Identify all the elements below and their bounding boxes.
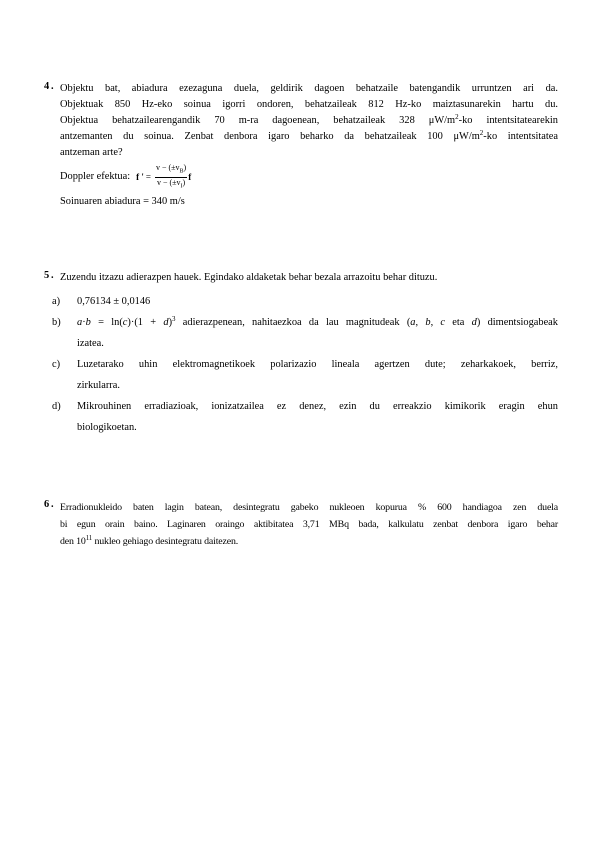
formula-fraction xyxy=(155,163,187,191)
question-4: 4 . Objektu bat, abiadura ezezaguna duela, geldirik dagoen behatzaile batengandik urruntzen ari da. Objektuak 850 Hz-eko soinua igorri ondoren, behatzaileak 812 Hz-ko maiztasunarekin hartu du. Objektua behatzailearengandik 70 m-ra dagoenean, behatzaileak 328 $\mu W/m^2-ko$ intentsitatearekin antzemanten du soinua. Zenbat denbora igaro beharko da behatzaileak 100 $\mu W/m^2-ko$ intentsitatea antzeman arte? Doppler efektua: f ' = $\frac{v - (\pm v_B)}{v - (\pm v_I)}$ f Soinuaren abiadura = 340 m/s xyxy=(44,81,558,210)
list-item xyxy=(52,312,558,354)
list-item xyxy=(52,354,558,396)
formula-numerator: $v - (\pm v_B)$ xyxy=(155,163,187,178)
text-line: Objektuak 850 Hz-eko soinua igorri ondoren, behatzaileak 812 Hz-ko maiztasunarekin hartu du. xyxy=(60,99,558,110)
question-number: 4 xyxy=(44,81,50,92)
question-text xyxy=(60,270,558,286)
question-number: 6 xyxy=(44,499,50,510)
text-line: bi egun orain baino. Laginaren oraingo aktibitatea 3,71 MBq bada, kalkulatu zenbat denbora igaro behar xyxy=(60,519,558,530)
question-text xyxy=(60,81,558,210)
text-line: Erradionukleido baten lagin batean, desintegratu gabeko nukleoen kopurua % 600 handiagoa zen duela xyxy=(60,502,558,513)
item-label: c) xyxy=(52,359,61,370)
list-item xyxy=(52,396,558,438)
formula-lhs: f ' xyxy=(136,172,144,182)
list-item xyxy=(52,291,558,312)
item-label: b) xyxy=(52,317,61,328)
item-label: a) xyxy=(52,296,61,307)
text-line: den $10^{11}$ nukleo gehiago desintegratu daitezen. xyxy=(60,534,239,547)
item-text: Luzetarako uhin elektromagnetikoek polarizazio lineala agertzen dute; zeharkakoek, berriz, xyxy=(77,359,558,370)
sound-speed: Soinuaren abiadura = 340 m/s xyxy=(60,196,185,207)
question-6: 6 . Erradionukleido baten lagin batean, desintegratu gabeko nukleoen kopurua % 600 handiagoa zen duela bi egun orain baino. Laginaren oraingo aktibitatea 3,71 MBq bada, kalkulatu zenbat denbora igaro behar den $10^{11}$ nukleo gehiago desintegratu daitezen. xyxy=(44,499,558,550)
formula-equals: = xyxy=(145,172,151,182)
question-text xyxy=(60,499,558,550)
question-5: 5 . Zuzendu itzazu adierazpen hauek. Egindako aldaketak behar bezala arrazoitu behar dituzu. a) 0,76134 ± 0,0146 b) $a\cdot b = \ln(c)\cdot(1 + d)^3$ adierazpenean, nahitaezkoa da lau magnitudeak (a, b, c eta d) dimentsiogabeak izatea. c) Luzetarako uhin elektromagnetikoek polarizazio lineala agertzen dute; zeharkakoek, berriz, zirkularra. d) Mikrouhinen erradiazioak, ionizatzailea ez denez, ezin du erreakzio kimikorik eragin ehun biologikoetan. xyxy=(44,270,558,438)
item-text: Mikrouhinen erradiazioak, ionizatzailea ez denez, ezin du erreakzio kimikorik eragin ehun xyxy=(77,401,558,412)
item-text: 0,76134 ± 0,0146 xyxy=(77,296,151,307)
doppler-formula xyxy=(60,162,558,190)
item-text: izatea. xyxy=(77,338,104,349)
item-text: biologikoetan. xyxy=(77,422,137,433)
doppler-label: Doppler efektua: xyxy=(60,171,131,182)
text-line: antzemanten du soinua. Zenbat denbora igaro beharko da behatzaileak 100 $\mu W/m^2-ko$ intentsitatea xyxy=(60,129,558,142)
formula-rhs: f xyxy=(188,172,192,182)
question-intro: Zuzendu itzazu adierazpen hauek. Egindako aldaketak behar bezala arrazoitu behar dituzu. xyxy=(60,272,438,283)
question-number: 5 xyxy=(44,270,50,281)
text-line: antzeman arte? xyxy=(60,147,123,158)
text-line: Objektu bat, abiadura ezezaguna duela, geldirik dagoen behatzaile batengandik urruntzen ari da. xyxy=(60,83,558,94)
statement-list xyxy=(52,291,558,438)
item-text: $a\cdot b = \ln(c)\cdot(1 + d)^3$ adierazpenean, nahitaezkoa da lau magnitudeak (a, b, c eta d) dimentsiogabeak xyxy=(77,315,558,328)
text-line: Objektua behatzailearengandik 70 m-ra dagoenean, behatzaileak 328 $\mu W/m^2-ko$ intentsitatearekin xyxy=(60,113,558,126)
formula-denominator: $v - (\pm v_I)$ xyxy=(156,177,186,190)
item-label: d) xyxy=(52,401,61,412)
item-text: zirkularra. xyxy=(77,380,120,391)
